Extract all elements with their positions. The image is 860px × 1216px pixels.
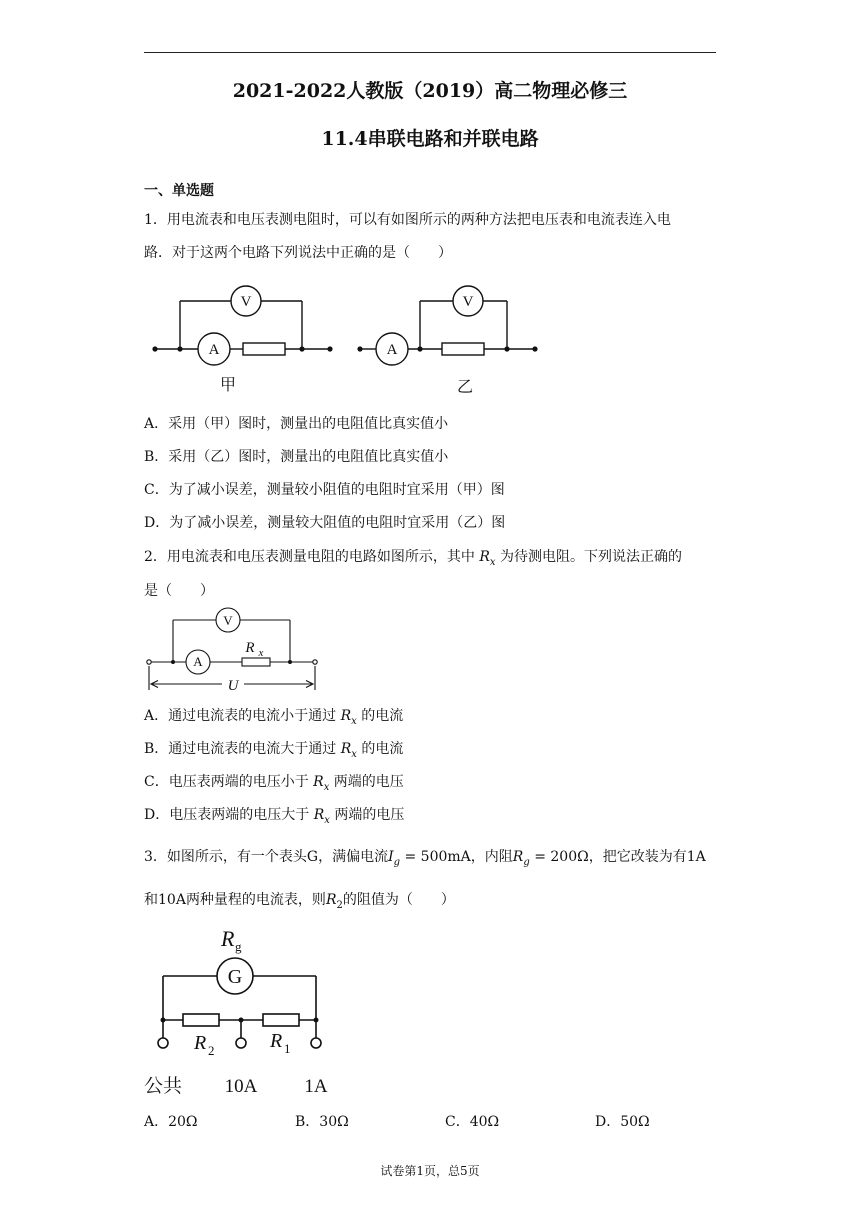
- q2-option-c: C．电压表两端的电压小于 $R_x$ 两端的电压: [144, 774, 404, 793]
- q2-resistor-label: R: [245, 640, 255, 656]
- q2-option-d: D．电压表两端的电压大于 $R_x$ 两端的电压: [144, 807, 405, 826]
- q1-fig-label-yi: 乙: [456, 379, 474, 396]
- q3-stem-line2: 和10A两种量程的电流表，则$R_2$的阻值为（ ）: [144, 892, 455, 911]
- q1-fig-label-jia: 甲: [219, 377, 237, 394]
- q3-r1-sub: 1: [284, 1041, 291, 1056]
- q2-voltage-label: U: [227, 678, 239, 694]
- q1-voltmeter-label-right: V: [462, 294, 474, 310]
- q3-option-c: C．40Ω: [445, 1114, 500, 1130]
- q1-circuit-figure: [140, 280, 560, 402]
- q2-ammeter-label: A: [193, 654, 203, 669]
- q2-option-b: B．通过电流表的电流大于通过 $R_x$ 的电流: [144, 741, 404, 760]
- q2-stem-line1: 2．用电流表和电压表测量电阻的电路如图所示，其中 $R_x$ 为待测电阻。下列说法正确的: [144, 549, 682, 568]
- q1-voltmeter-label-left: V: [240, 294, 252, 310]
- q2-stem-line2: 是（ ）: [144, 583, 214, 599]
- header-rule: [144, 52, 716, 53]
- q1-option-c: C．为了减小误差，测量较小阻值的电阻时宜采用（甲）图: [144, 482, 505, 498]
- q2-option-a: A．通过电流表的电流小于通过 $R_x$ 的电流: [144, 708, 404, 727]
- section-heading: 一、单选题: [144, 183, 214, 199]
- q1-ammeter-label-right: A: [386, 342, 398, 358]
- q3-r1-label: R: [270, 1030, 283, 1052]
- q3-option-a: A．20Ω: [144, 1114, 198, 1130]
- q3-option-b: B．30Ω: [295, 1114, 349, 1130]
- q1-option-b: B．采用（乙）图时，测量出的电阻值比真实值小: [144, 449, 449, 465]
- q3-galvanometer-label: G: [227, 966, 243, 988]
- q3-r2-sub: 2: [208, 1043, 215, 1058]
- q3-terminal-common: 公共: [144, 1076, 183, 1097]
- q3-option-d: D．50Ω: [595, 1114, 650, 1130]
- q2-voltmeter-label: V: [223, 613, 233, 628]
- q1-option-d: D．为了减小误差，测量较大阻值的电阻时宜采用（乙）图: [144, 515, 506, 531]
- page-footer: 试卷第1页，总5页: [380, 1164, 480, 1178]
- q1-option-a: A．采用（甲）图时，测量出的电阻值比真实值小: [144, 416, 449, 432]
- q3-circuit-figure: [140, 920, 350, 1102]
- q2-circuit-figure: [140, 604, 330, 696]
- q1-stem-line2: 路．对于这两个电路下列说法中正确的是（ ）: [144, 245, 452, 261]
- q1-stem-line1: 1．用电流表和电压表测电阻时，可以有如图所示的两种方法把电压表和电流表连入电: [144, 212, 671, 228]
- q3-r2-label: R: [194, 1032, 207, 1054]
- doc-subtitle: 11.4串联电路和并联电路: [321, 128, 539, 150]
- q3-terminal-1a: 1A: [304, 1076, 328, 1097]
- q3-rg-sub: g: [235, 939, 242, 954]
- q2-resistor-sub: x: [258, 647, 264, 659]
- q3-rg-label: R: [221, 926, 235, 951]
- q3-terminal-10a: 10A: [224, 1076, 258, 1097]
- q1-ammeter-label-left: A: [208, 342, 220, 358]
- doc-title: 2021-2022人教版（2019）高二物理必修三: [232, 80, 628, 102]
- q3-stem-line1: 3．如图所示，有一个表头G，满偏电流$I_g = 500mA$，内阻$R_g = 200\Omega$，把它改装为有1A: [144, 849, 706, 868]
